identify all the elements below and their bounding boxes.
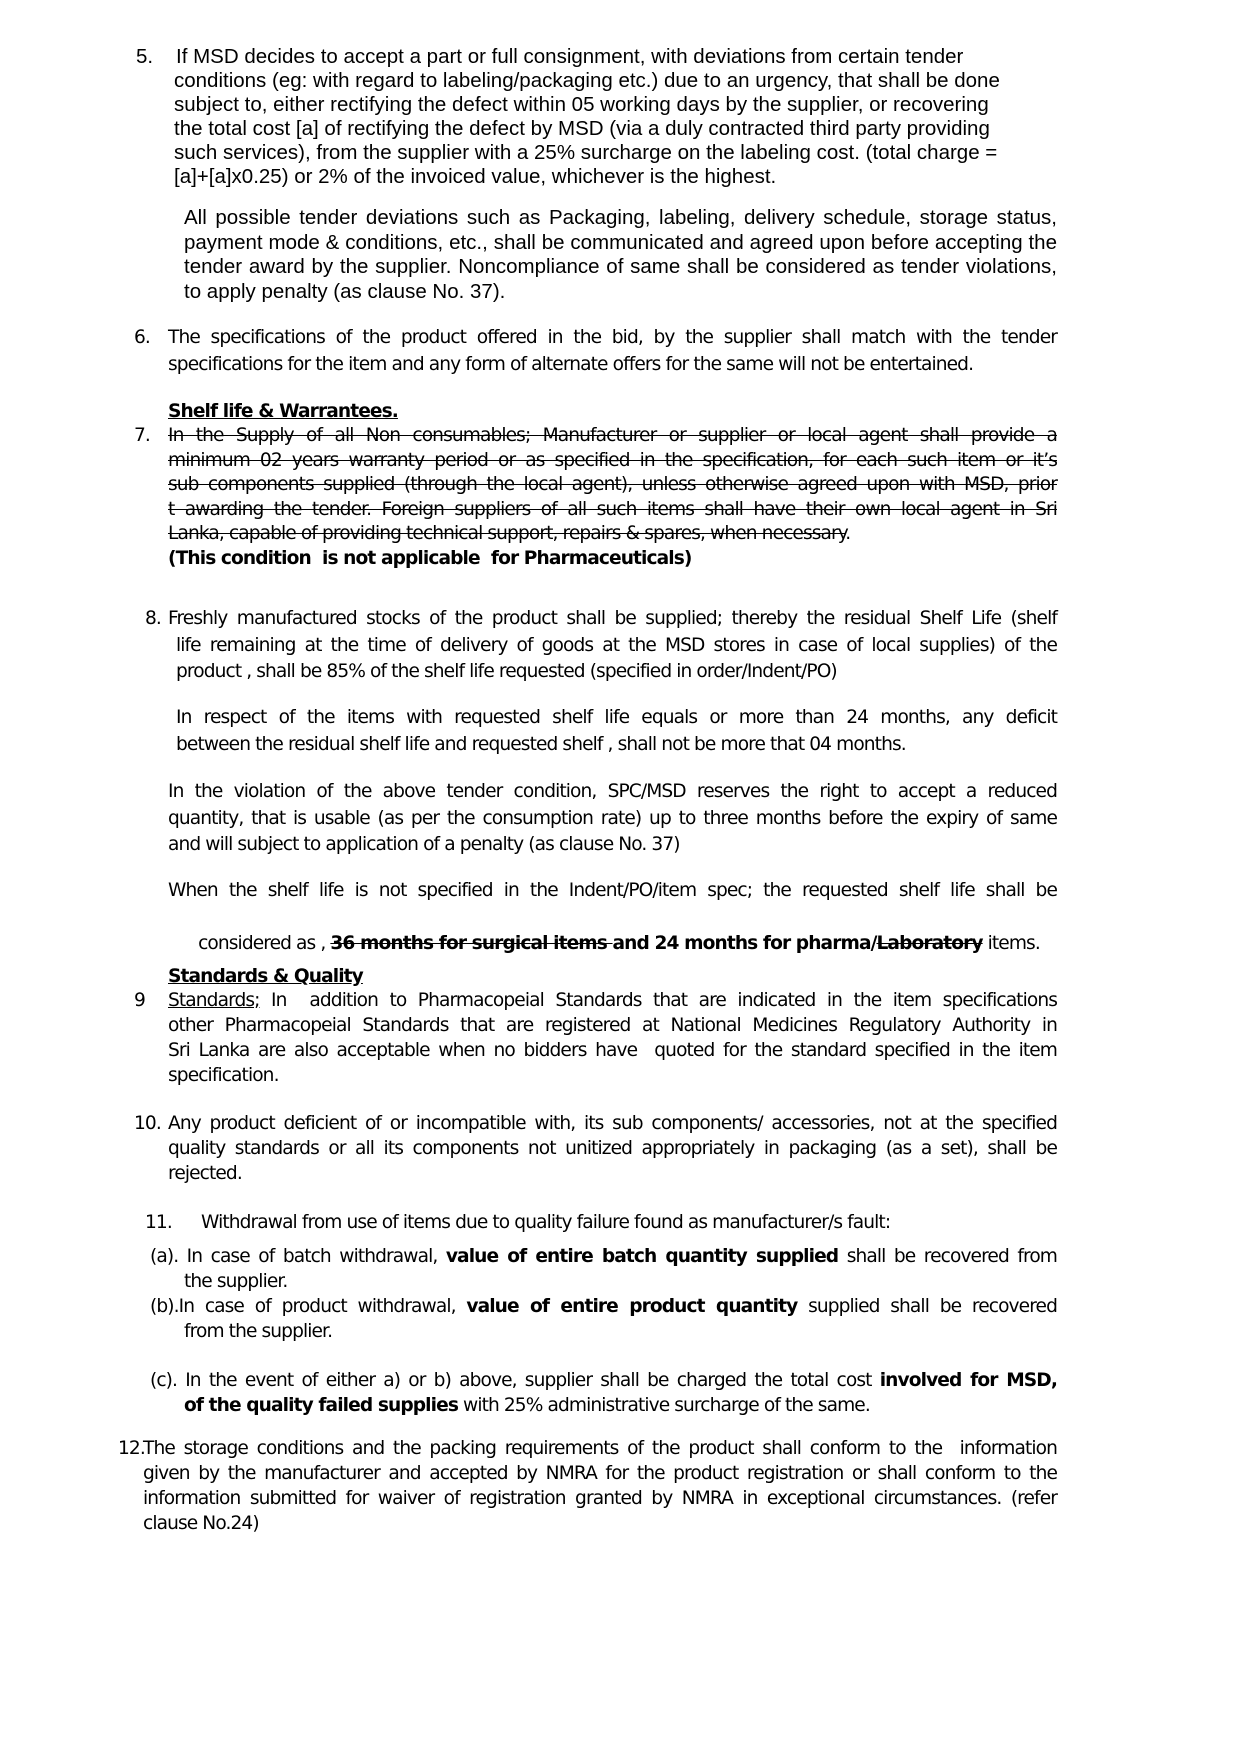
struck-clause-line: Lanka, capable of providing technical support, repairs & spares, when necessary [168,523,846,545]
item-text: shall be recovered from [838,1246,1058,1267]
clause-number: 6. [134,327,150,348]
item-text: supplied shall be recovered [797,1296,1057,1317]
clause-text-line: [a]+[a]x0.25) or 2% of the invoiced value, whichever is the highest. [174,165,777,188]
clause-11-item-a [150,1244,1057,1294]
paragraph-line: and will subject to application of a penalty (as clause No. 37) [168,834,680,855]
clause-text-line: quality standards or all its components not unitized appropriately in packaging (as a set), shall be [168,1138,1057,1159]
struck-clause-line: t awarding the tender. Foreign suppliers of all such items shall have their own local agent in Sri [168,498,1057,520]
item-text-line: from the supplier. [184,1321,333,1342]
paragraph-line: In the violation of the above tender condition, SPC/MSD reserves the right to accept a reduced [168,781,1057,802]
clause-line-end: . [845,523,851,545]
clause-text-line: life remaining at the time of delivery of goods at the MSD stores in case of local supplies) of the [176,634,1057,656]
clause-text-line: information submitted for waiver of registration granted by NMRA in exceptional circumstances. (refer [143,1488,1057,1509]
pharma-term: and 24 months for pharma/ [612,933,877,954]
clause-text-line: given by the manufacturer and accepted by NMRA for the product registration or shall conform to the [143,1463,1057,1484]
clause-text: Withdrawal from use of items due to quality failure found as manufacturer/s fault: [201,1212,891,1233]
clause-7-note: (This condition is not applicable for Pharmaceuticals) [168,547,692,569]
clause-text-line: subject to, either rectifying the defect within 05 working days by the supplier, or recovering [174,93,989,116]
struck-clause-line: minimum 02 years warranty period or as specified in the specification, for each such item or it’s [168,449,1057,471]
struck-clause-line: In the Supply of all Non consumables; Manufacturer or supplier or local agent shall provide a [168,425,1057,446]
clause-text-line: clause No.24) [143,1513,259,1534]
paragraph-line: In respect of the items with requested shelf life equals or more than 24 months, any deficit [176,707,1057,728]
clause-11-item-b [150,1294,1057,1344]
item-bold-text: involved for MSD, [879,1370,1057,1391]
clause-number: 9 [134,990,145,1011]
clause-text-line: the total cost [a] of rectifying the defect by MSD (via a duly contracted third party providing [174,117,990,140]
clause-text-line: The storage conditions and the packing requirements of the product shall conform to the information [143,1438,1057,1459]
clause-number: 8. [145,608,161,629]
struck-laboratory-term: Laboratory [876,933,983,954]
item-text: with 25% administrative surcharge of the same. [458,1395,870,1416]
clause-number: 5. [136,45,154,68]
clause-number: 11. [145,1212,172,1233]
paragraph-text: items. [982,933,1040,954]
clause-11-item-c [150,1368,1057,1418]
clause-text-line: such services), from the supplier with a 25% surcharge on the labeling cost. (total charge = [174,141,998,164]
clause-text-line: specifications for the item and any form of alternate offers for the same will not be entertained. [168,353,974,375]
paragraph-line: tender award by the supplier. Noncompliance of same shall be considered as tender violations, [184,255,1057,278]
paragraph-line: to apply penalty (as clause No. 37). [184,279,506,303]
clause-number: 12. [118,1438,145,1459]
section-heading-shelf-life: Shelf life & Warrantees. [168,401,398,422]
item-bold-text: of the quality failed supplies [184,1395,458,1416]
section-heading-standards: Standards & Quality [168,966,363,987]
paragraph-text: considered as , [198,933,331,954]
paragraph-line: All possible tender deviations such as Packaging, labeling, delivery schedule, storage status, [184,206,1057,229]
clause-8-violation-paragraph [168,779,1057,859]
clause-text-line: other Pharmacopeial Standards that are registered at National Medicines Regulatory Authority in [168,1015,1057,1036]
struck-surgical-term: 36 months for surgical items [330,933,613,954]
item-bold-text: value of entire product quantity [466,1296,798,1317]
clause-text-line: product , shall be 85% of the shelf life requested (specified in order/Indent/PO) [176,661,837,682]
clause-text-line: Freshly manufactured stocks of the product shall be supplied; thereby the residual Shelf Life (shelf [168,608,1057,629]
clause-text-line: Any product deficient of or incompatible with, its sub components/ accessories, not at the specified [168,1113,1057,1134]
clause-text-line: The specifications of the product offered in the bid, by the supplier shall match with the tender [168,327,1057,348]
clause-text-line: specification. [168,1065,279,1086]
clause-number: 7. [134,425,150,446]
clause-text-line: Sri Lanka are also acceptable when no bidders have quoted for the standard specified in the item [168,1040,1057,1061]
clause-number: 10. [134,1113,161,1134]
clause-text: In addition to Pharmacopeial Standards that are indicated in the item specifications [259,990,1057,1011]
item-bold-text: value of entire batch quantity supplied [445,1246,839,1267]
paragraph-line: payment mode & conditions, etc., shall be communicated and agreed upon before accepting the [184,230,1057,254]
standards-label: Standards; [168,990,260,1011]
paragraph-line: quantity, that is usable (as per the consumption rate) up to three months before the expiry of same [168,807,1057,829]
item-text-line: the supplier. [184,1271,288,1292]
clause-text-line: rejected. [168,1163,242,1184]
item-text: (a). In case of batch withdrawal, [150,1246,446,1267]
clause-5-deviations-paragraph [184,206,1057,304]
clause-text-line: If MSD decides to accept a part or full consignment, with deviations from certain tender [176,45,964,68]
item-text: (b).In case of product withdrawal, [150,1296,467,1317]
clause-8-deficit-paragraph [176,705,1057,758]
paragraph-line: When the shelf life is not specified in the Indent/PO/item spec; the requested shelf life shall be [168,880,1057,901]
struck-clause-line: sub components supplied (through the local agent), unless otherwise agreed upon with MSD, prior [168,474,1057,496]
clause-text-line: conditions (eg: with regard to labeling/packaging etc.) due to an urgency, that shall be done [174,69,1000,92]
paragraph-line: between the residual shelf life and requested shelf , shall not be more that 04 months. [176,733,906,755]
item-text: (c). In the event of either a) or b) above, supplier shall be charged the total cost [150,1370,880,1391]
